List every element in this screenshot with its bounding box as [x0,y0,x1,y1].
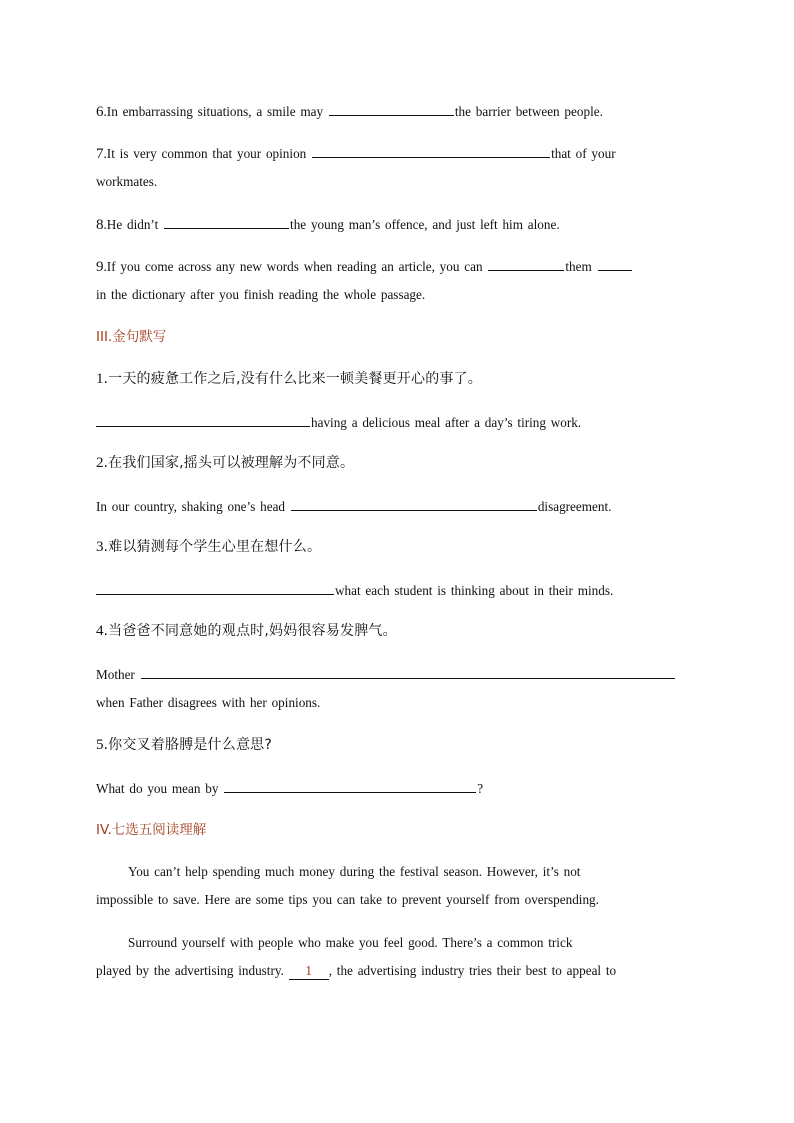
reading-blank-1[interactable]: 1 [289,963,329,980]
item-text: the young man’s offence, and just left him alone. [290,217,560,232]
answer-text: disagreement. [537,499,612,514]
answer-text: having a delicious meal after a day’s tiring work. [311,415,582,430]
item-text: that of your [551,146,616,161]
answer-text: when Father disagrees with her opinions. [96,695,321,710]
answer-blank[interactable] [164,215,289,229]
sentence-item-2-prompt [96,454,698,472]
sentence-item-1-answer [96,413,698,432]
chinese-prompt: .在我们国家,摇头可以被理解为不同意。 [103,455,355,471]
answer-text: what each student is thinking about in their minds. [335,583,614,598]
exercise-item-9 [96,257,698,276]
passage-text: You can’t help spending much money during the festival season. However, it’s not [128,864,581,879]
item-number: 1 [96,371,104,387]
item-text: .It is very common that your opinion [103,146,307,161]
item-text: in the dictionary after you finish reading the whole passage. [96,287,426,302]
item-number: 9 [96,259,104,275]
reading-paragraph-2-line-2 [96,962,698,980]
answer-blank[interactable] [598,257,632,271]
answer-text: Mother [96,667,135,682]
sentence-item-3-answer [96,581,698,600]
answer-text: ? [477,781,484,796]
sentence-item-5-prompt [96,736,698,754]
item-text: .He didn’t [103,217,159,232]
sentence-item-4-prompt [96,622,698,640]
exercise-item-8 [96,215,698,234]
item-number: 8 [96,217,104,233]
answer-blank[interactable] [224,779,476,793]
item-number: 2 [96,455,104,471]
item-text: them [565,259,592,274]
item-text: .If you come across any new words when reading an article, you can [103,259,483,274]
passage-text: Surround yourself with people who make you feel good. There’s a common trick [128,935,573,950]
answer-blank[interactable] [141,665,675,679]
exercise-item-9-continued [96,286,698,304]
chinese-prompt: .难以猜测每个学生心里在想什么。 [103,539,322,555]
answer-text: In our country, shaking one’s head [96,499,286,514]
exercise-item-7 [96,144,698,163]
sentence-item-4-answer-continued [96,694,698,712]
item-number: 5 [96,737,104,753]
item-number: 3 [96,539,104,555]
item-number: 4 [96,623,104,639]
chinese-prompt: .一天的疲惫工作之后,没有什么比来一顿美餐更开心的事了。 [103,371,482,387]
sentence-item-5-answer [96,779,698,798]
reading-paragraph-2-line-1 [96,934,698,952]
item-text: .In embarrassing situations, a smile may [103,104,324,119]
chinese-prompt: .你交叉着胳膊是什么意思? [103,737,272,753]
sentence-item-3-prompt [96,538,698,556]
item-number: 7 [96,146,104,162]
sentence-item-4-answer [96,665,698,684]
chinese-prompt: .当爸爸不同意她的观点时,妈妈很容易发脾气。 [103,623,397,639]
answer-text: What do you mean by [96,781,219,796]
exercise-item-7-continued [96,173,698,191]
answer-blank[interactable] [488,257,564,271]
passage-text: played by the advertising industry. [96,963,284,978]
sentence-item-2-answer [96,497,698,516]
item-number: 6 [96,104,104,120]
reading-paragraph-1-line-2 [96,891,698,909]
sentence-item-1-prompt [96,370,698,388]
passage-text: , the advertising industry tries their best to appeal to [328,963,617,978]
item-text: the barrier between people. [454,104,603,119]
section-heading-iii: III.金句默写 [96,329,167,345]
answer-blank[interactable] [312,144,550,158]
reading-paragraph-1-line-1 [96,863,698,881]
answer-blank[interactable] [96,413,310,427]
exercise-item-6 [96,102,698,121]
answer-blank[interactable] [329,102,454,116]
passage-text: impossible to save. Here are some tips you can take to prevent yourself from overspending. [96,892,599,907]
item-text: workmates. [96,174,158,189]
section-heading-iv: IV.七选五阅读理解 [96,822,207,838]
answer-blank[interactable] [291,497,537,511]
answer-blank[interactable] [96,581,334,595]
